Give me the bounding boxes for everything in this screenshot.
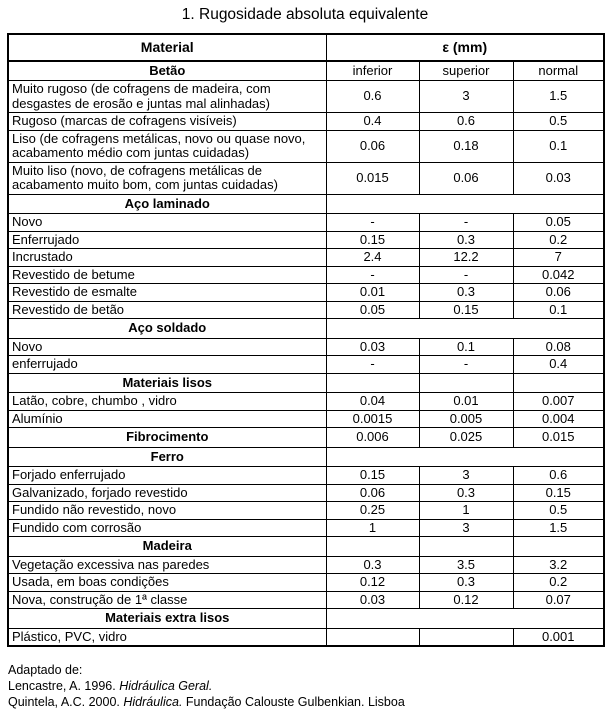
table-row [8,284,604,302]
material-label: Muito liso (novo, de cofragens metálicas de acabamento muito bom, com juntas cuidadas) [8,162,326,194]
material-label: Galvanizado, forjado revestido [8,484,326,502]
value-inferior: 0.15 [326,231,419,249]
value-superior: - [419,356,513,374]
material-label: Novo [8,338,326,356]
material-label: Revestido de betume [8,266,326,284]
col-header-superior: superior [419,61,513,81]
section-label: Aço soldado [8,319,326,339]
value-normal: 0.5 [513,502,604,520]
value-superior: - [419,266,513,284]
material-label: Alumínio [8,410,326,428]
table-row [8,356,604,374]
table-row [8,130,604,162]
table-row [8,556,604,574]
table-row [8,81,604,113]
value-inferior [326,628,419,646]
value-normal: 7 [513,249,604,267]
value-inferior: 0.006 [326,428,419,448]
value-inferior: 0.04 [326,393,419,411]
value-normal: 0.03 [513,162,604,194]
value-normal: 0.07 [513,591,604,609]
table-row [8,574,604,592]
section-label: Betão [8,61,326,81]
value-normal: 1.5 [513,81,604,113]
value-superior: 0.3 [419,284,513,302]
col-header-inferior: inferior [326,61,419,81]
value-normal: 0.1 [513,301,604,319]
table-row [8,301,604,319]
table-row [8,266,604,284]
material-label: Novo [8,214,326,232]
value-inferior: 0.015 [326,162,419,194]
value-superior: 12.2 [419,249,513,267]
section-row-ferro [8,447,604,467]
material-label: Revestido de betão [8,301,326,319]
value-normal: 0.007 [513,393,604,411]
value-normal: 0.6 [513,467,604,485]
value-superior: - [419,214,513,232]
empty-cell [326,537,419,557]
table-row [8,628,604,646]
value-normal: 3.2 [513,556,604,574]
material-label: Vegetação excessiva nas paredes [8,556,326,574]
value-inferior: 0.25 [326,502,419,520]
value-normal: 0.15 [513,484,604,502]
value-superior: 0.005 [419,410,513,428]
value-inferior: - [326,266,419,284]
table-header-row [8,34,604,61]
value-superior: 0.01 [419,393,513,411]
epsilon-column-header: ε (mm) [326,34,604,61]
table-row [8,231,604,249]
table-row [8,502,604,520]
value-normal: 0.004 [513,410,604,428]
section-row-betao [8,61,604,81]
value-superior: 0.15 [419,301,513,319]
section-row-aco-laminado [8,194,604,214]
value-superior: 0.3 [419,574,513,592]
value-superior: 0.06 [419,162,513,194]
page-title: 1. Rugosidade absoluta equivalente [181,6,429,23]
empty-merged-cell [326,194,604,214]
value-superior: 0.6 [419,113,513,131]
value-inferior: - [326,214,419,232]
table-row [8,484,604,502]
value-superior: 3 [419,519,513,537]
table-row [8,338,604,356]
value-inferior: - [326,356,419,374]
value-normal: 0.1 [513,130,604,162]
empty-merged-cell [326,447,604,467]
empty-cell [513,537,604,557]
material-label: Liso (de cofragens metálicas, novo ou quase novo, acabamento médio com juntas cuidadas) [8,130,326,162]
empty-merged-cell [326,609,604,629]
value-inferior: 1 [326,519,419,537]
value-superior: 0.12 [419,591,513,609]
value-superior: 0.18 [419,130,513,162]
roughness-table [7,33,605,647]
reference-text: Fundação Calouste Gulbenkian. Lisboa [182,695,405,709]
table-row [8,113,604,131]
value-superior: 0.3 [419,231,513,249]
references-footer [8,662,610,710]
value-superior: 0.025 [419,428,513,448]
empty-cell [513,373,604,393]
reference-line [8,694,610,710]
table-row [8,410,604,428]
value-normal: 0.2 [513,231,604,249]
value-inferior: 0.05 [326,301,419,319]
material-label: Rugoso (marcas de cofragens visíveis) [8,113,326,131]
value-inferior: 0.6 [326,81,419,113]
value-inferior: 0.3 [326,556,419,574]
reference-line [8,678,610,694]
value-inferior: 2.4 [326,249,419,267]
section-label: Fibrocimento [8,428,326,448]
reference-title-italic: Hidráulica. [123,695,183,709]
table-row [8,162,604,194]
table-row [8,214,604,232]
value-normal: 0.001 [513,628,604,646]
value-superior: 3 [419,467,513,485]
reference-text: Quintela, A.C. 2000. [8,695,124,709]
reference-title-italic: Hidráulica Geral. [119,679,213,693]
material-label: Fundido com corrosão [8,519,326,537]
material-label: Latão, cobre, chumbo , vidro [8,393,326,411]
value-normal: 0.06 [513,284,604,302]
value-inferior: 0.12 [326,574,419,592]
value-inferior: 0.4 [326,113,419,131]
value-normal: 0.042 [513,266,604,284]
material-label: enferrujado [8,356,326,374]
value-inferior: 0.03 [326,591,419,609]
value-superior: 3 [419,81,513,113]
value-normal: 1.5 [513,519,604,537]
section-label: Ferro [8,447,326,467]
adapted-from-label: Adaptado de: [8,663,83,677]
section-label: Aço laminado [8,194,326,214]
section-label: Materiais extra lisos [8,609,326,629]
material-label: Incrustado [8,249,326,267]
section-row-fibrocimento [8,428,604,448]
value-superior: 0.1 [419,338,513,356]
section-row-aco-soldado [8,319,604,339]
table-row [8,591,604,609]
section-row-materiais-lisos [8,373,604,393]
value-inferior: 0.0015 [326,410,419,428]
material-label: Usada, em boas condições [8,574,326,592]
section-label: Madeira [8,537,326,557]
empty-cell [419,537,513,557]
material-column-header: Material [8,34,326,61]
value-superior [419,628,513,646]
material-label: Muito rugoso (de cofragens de madeira, com desgastes de erosão e juntas mal alinhadas) [8,81,326,113]
material-label: Forjado enferrujado [8,467,326,485]
value-inferior: 0.01 [326,284,419,302]
table-row [8,519,604,537]
empty-cell [326,373,419,393]
section-row-materiais-extra-lisos [8,609,604,629]
material-label: Revestido de esmalte [8,284,326,302]
value-normal: 0.2 [513,574,604,592]
empty-merged-cell [326,319,604,339]
section-row-madeira [8,537,604,557]
table-row [8,393,604,411]
value-normal: 0.5 [513,113,604,131]
value-superior: 0.3 [419,484,513,502]
material-label: Fundido não revestido, novo [8,502,326,520]
value-normal: 0.08 [513,338,604,356]
value-normal: 0.05 [513,214,604,232]
value-inferior: 0.06 [326,130,419,162]
reference-text: Lencastre, A. 1996. [8,679,120,693]
empty-cell [419,373,513,393]
section-label: Materiais lisos [8,373,326,393]
value-inferior: 0.15 [326,467,419,485]
material-label: Plástico, PVC, vidro [8,628,326,646]
value-inferior: 0.06 [326,484,419,502]
table-row [8,249,604,267]
table-row [8,467,604,485]
value-superior: 3.5 [419,556,513,574]
col-header-normal: normal [513,61,604,81]
material-label: Enferrujado [8,231,326,249]
value-superior: 1 [419,502,513,520]
value-inferior: 0.03 [326,338,419,356]
material-label: Nova, construção de 1ª classe [8,591,326,609]
value-normal: 0.4 [513,356,604,374]
value-normal: 0.015 [513,428,604,448]
